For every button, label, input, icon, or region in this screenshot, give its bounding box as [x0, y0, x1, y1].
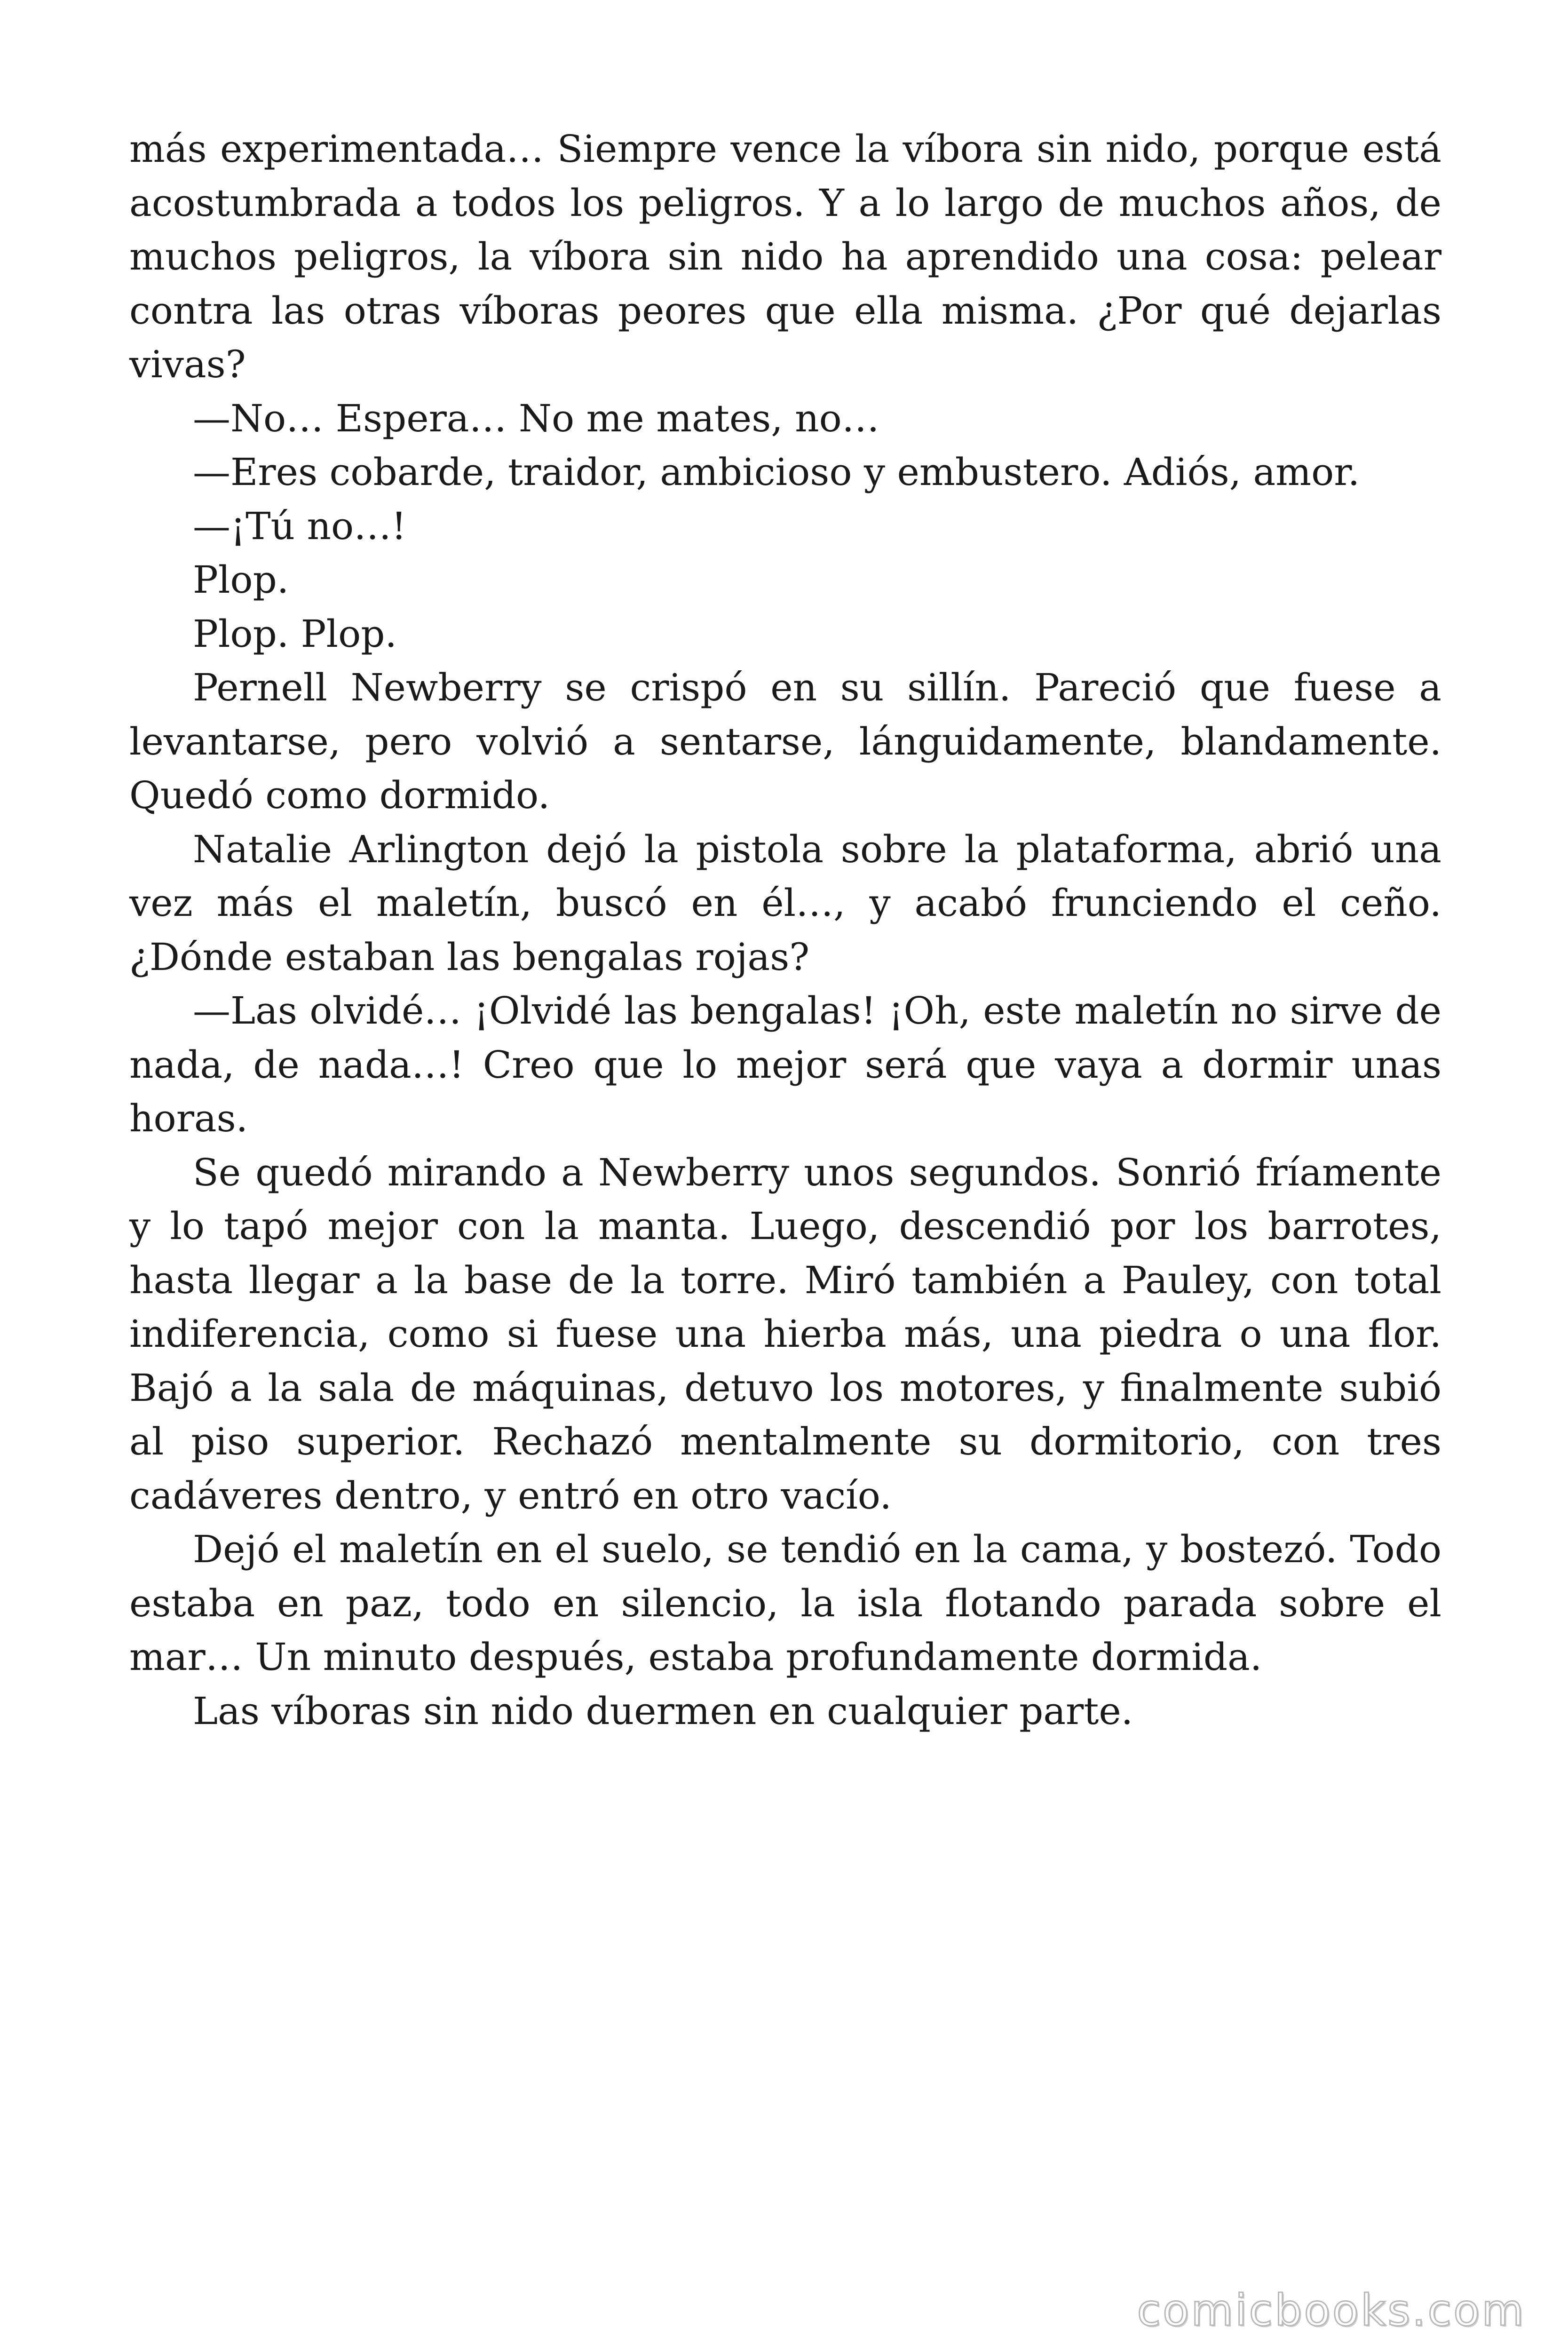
paragraph: Pernell Newberry se crispó en su sillín. Pareció que fuese a levantarse, pero volvió a sentarse, lánguidamente, blandamente. Quedó como dormido.	[129, 666, 1441, 817]
paragraph-continuation: más experimentada… Siempre vence la víbora sin nido, porque está acostumbrada a todos los peligros. Y a lo largo de muchos años, de muchos peligros, la víbora sin nido ha aprendido una cosa: pelear contra las otras víboras peores que ella misma. ¿Por qué dejarlas vivas?	[129, 127, 1441, 386]
watermark: comicbooks.com	[1137, 2285, 1526, 2336]
dialogue-line: —No… Espera… No me mates, no…	[193, 396, 879, 440]
dialogue-line: —Las olvidé… ¡Olvidé las bengalas! ¡Oh, este maletín no sirve de nada, de nada…! Creo que lo mejor será que vaya a dormir unas horas.	[129, 989, 1441, 1140]
paragraph: Natalie Arlington dejó la pistola sobre la plataforma, abrió una vez más el maletín, buscó en él…, y acabó frunciendo el ceño. ¿Dónde estaban las bengalas rojas?	[129, 827, 1441, 979]
body-text	[129, 122, 1441, 1738]
paragraph: Se quedó mirando a Newberry unos segundos. Sonrió fríamente y lo tapó mejor con la manta. Luego, descendió por los barrotes, hasta llegar a la base de la torre. Miró también a Pauley, con total indiferencia, como si fuese una hierba más, una piedra o una flor. Bajó a la sala de máquinas, detuvo los motores, y finalmente subió al piso superior. Rechazó mentalmente su dormitorio, con tres cadáveres dentro, y entró en otro vacío.	[129, 1150, 1441, 1518]
paragraph: Dejó el maletín en el suelo, se tendió en la cama, y bostezó. Todo estaba en paz, todo en silencio, la isla flotando parada sobre el mar… Un minuto después, estaba profundamente dormida.	[129, 1527, 1441, 1679]
sound-effect-line: Plop.	[193, 558, 289, 602]
dialogue-line: —¡Tú no…!	[193, 504, 407, 548]
dialogue-line: —Eres cobarde, traidor, ambicioso y embustero. Adiós, amor.	[193, 450, 1360, 494]
paragraph: Las víboras sin nido duermen en cualquier parte.	[193, 1689, 1133, 1733]
sound-effect-line: Plop. Plop.	[193, 612, 397, 656]
